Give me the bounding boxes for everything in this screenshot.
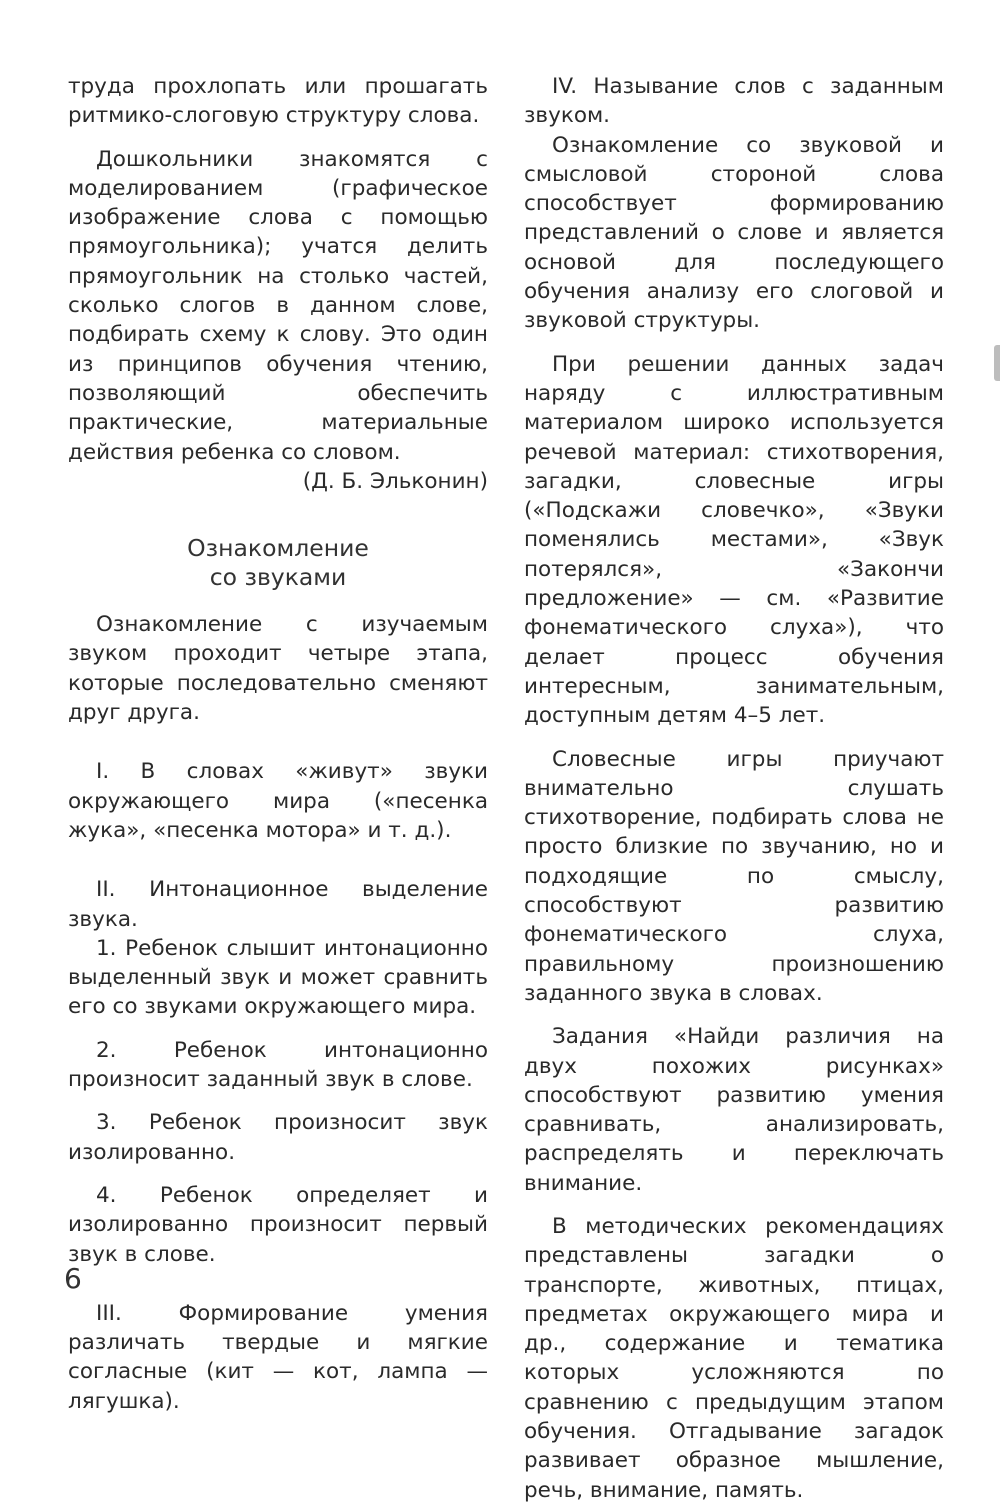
paragraph: При решении данных задач наряду с иллюстративным материалом широко используется речевой материал: стихотворения, загадки, словесные игры («Подскажи словечко», «Звуки поменялись местами», «Звук потерялся», «Закончи предложение» — см. «Развитие фонематического слуха»), что делает процесс обучения интересным, занимательным, доступным детям 4–5 лет. (524, 351, 944, 729)
list-item: 2. Ребенок интонационно произносит заданный звук в слове. (68, 1037, 488, 1093)
stage-4: IV. Называние слов с заданным звуком. (524, 74, 944, 129)
heading-line-1: Ознакомление (187, 534, 369, 563)
paragraph: Ознакомление со звуковой и смысловой стороной слова способствует формированию представлений о слове и является основой для последующего обучения анализу его слоговой и звуковой структуры. (524, 132, 944, 334)
quote-author: (Д. Б. Эльконин) (302, 468, 488, 494)
paragraph: Словесные игры приучают внимательно слушать стихотворение, подбирать слова не просто близкие по звучанию, но и подходящие по смыслу, способствуют развитию фонематического слуха, правильному произношению заданного звука в словах. (524, 746, 944, 1006)
list-item: 4. Ребенок определяет и изолированно произносит первый звук в слове. (68, 1182, 488, 1267)
list-item: 3. Ребенок произносит звук изолированно. (68, 1110, 488, 1165)
paragraph: В методических рекомендациях представлены загадки о транспорте, животных, птицах, предметах окружающего мира и др., содержание и тематика которых усложняются по сравнению с предыдущим этапом обучения. Отгадывание загадок развивает образное мышление, речь, внимание, память. (524, 1213, 944, 1503)
stage-1: I. В словах «живут» звуки окружающего мира («песенка жука», «песенка мотора» и т. д.). (68, 759, 488, 843)
page-number: 6 (64, 1262, 82, 1295)
paragraph: Дошкольники знакомятся с моделированием (графическое изображение слова с помощью прямоугольника); учатся делить прямоугольник на столько частей, сколько слогов в данном слове, подбирать схему к слову. Это один из принципов обучения чтению, позволяющий обеспечить практические, материальные действия ребенка со словом. (68, 146, 488, 465)
heading-line-2: со звуками (209, 563, 347, 592)
right-column (524, 72, 944, 1505)
paragraph: труда прохлопать или прошагать ритмико-слоговую структуру слова. (68, 74, 488, 129)
stage-3: III. Формирование умения различать твердые и мягкие согласные (кит — кот, лампа — лягушка). (68, 1300, 488, 1414)
section-heading (68, 534, 488, 592)
left-column (68, 72, 488, 1416)
paragraph: Задания «Найди различия на двух похожих рисунках» способствуют развитию умения сравнивать, анализировать, распределять и переключать внимание. (524, 1024, 944, 1196)
list-item: 1. Ребенок слышит интонационно выделенный звук и может сравнить его со звуками окружающего мира. (68, 935, 488, 1020)
paragraph: Ознакомление с изучаемым звуком проходит четыре этапа, которые последовательно сменяют друг друга. (68, 612, 488, 726)
stage-2: II. Интонационное выделение звука. (68, 877, 488, 932)
page-edge-mark (994, 345, 1000, 381)
